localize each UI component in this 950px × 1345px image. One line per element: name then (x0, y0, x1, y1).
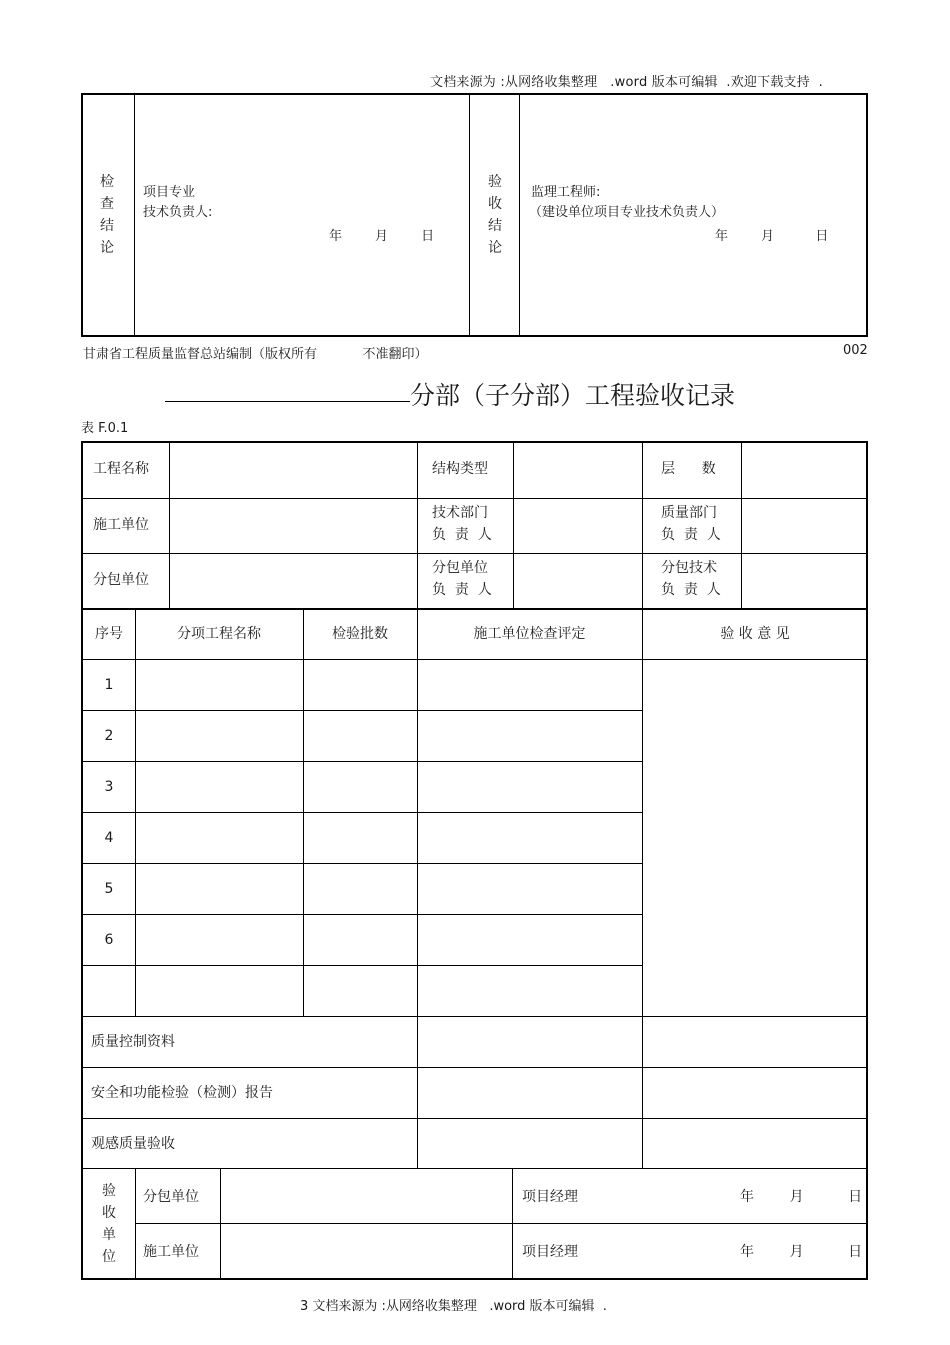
quality-dept-label-1: 质量部门 (661, 505, 717, 521)
col-item-name: 分项工程名称 (177, 626, 261, 642)
check-date: 年 月 日 (329, 229, 435, 244)
col-seq: 序号 (95, 626, 123, 642)
date-construction: 年 月 日 (740, 1244, 863, 1260)
col-batches: 检验批数 (332, 626, 388, 642)
conclusion-box (81, 93, 868, 337)
acceptance-conclusion-label: 验 收 结 论 (488, 174, 502, 256)
acceptance-date: 年 月 日 (715, 229, 829, 244)
pm-label-construction: 项目经理 (522, 1244, 578, 1260)
supervisor-label: 监理工程师: (531, 185, 601, 200)
acceptance-form (81, 441, 868, 1280)
quality-control-label: 质量控制资料 (91, 1034, 175, 1050)
acceptance-unit-label: 验 收 单 位 (102, 1183, 116, 1265)
table-row: 3 (104, 779, 114, 795)
quality-dept-label-2: 负 责 人 (661, 527, 721, 543)
footer-source-note: 3 文档来源为 :从网络收集整理 .word 版本可编辑 . (300, 1299, 607, 1314)
header-source-note: 文档来源为 :从网络收集整理 .word 版本可编辑 .欢迎下载支持 . (430, 75, 823, 90)
tech-dept-label-1: 技术部门 (432, 505, 488, 521)
acceptance-subcontract-label: 分包单位 (143, 1189, 199, 1205)
date-subcontract: 年 月 日 (740, 1189, 863, 1205)
col-acceptance-opinion: 验 收 意 见 (720, 626, 790, 642)
sub-tech-head-label-1: 分包技术 (661, 560, 717, 576)
table-row: 6 (104, 932, 114, 948)
pm-label-subcontract: 项目经理 (522, 1189, 578, 1205)
title-blank-line (165, 401, 410, 402)
sub-tech-head-label-2: 负 责 人 (661, 582, 721, 598)
floors-label: 层 数 (661, 461, 716, 477)
page-number: 002 (843, 343, 868, 358)
structure-type-label: 结构类型 (432, 461, 488, 477)
safety-function-label: 安全和功能检验（检测）报告 (91, 1085, 273, 1101)
construction-unit-label: 施工单位 (93, 517, 149, 533)
table-row: 5 (104, 881, 114, 897)
table-row: 1 (104, 677, 114, 693)
appearance-label: 观感质量验收 (91, 1136, 175, 1152)
project-tech-label-1: 项目专业 (143, 185, 196, 200)
sub-unit-head-label-2: 负 责 人 (432, 582, 492, 598)
tech-dept-label-2: 负 责 人 (432, 527, 492, 543)
compiler-note: 甘肃省工程质量监督总站编制（版权所有 不准翻印） (83, 347, 428, 362)
acceptance-construction-label: 施工单位 (143, 1244, 199, 1260)
sub-unit-head-label-1: 分包单位 (432, 560, 488, 576)
project-tech-label-2: 技术负责人: (143, 205, 213, 220)
table-row: 4 (104, 830, 114, 846)
check-conclusion-label: 检 查 结 论 (100, 174, 114, 256)
owner-tech-label: （建设单位项目专业技术负责人） (529, 205, 725, 220)
project-name-label: 工程名称 (93, 461, 149, 477)
table-row: 2 (104, 728, 114, 744)
subcontract-unit-label: 分包单位 (93, 572, 149, 588)
page-title: 分部（子分部）工程验收记录 (410, 381, 736, 410)
table-number: 表 F.0.1 (81, 421, 129, 436)
col-construction-eval: 施工单位检查评定 (473, 626, 586, 642)
